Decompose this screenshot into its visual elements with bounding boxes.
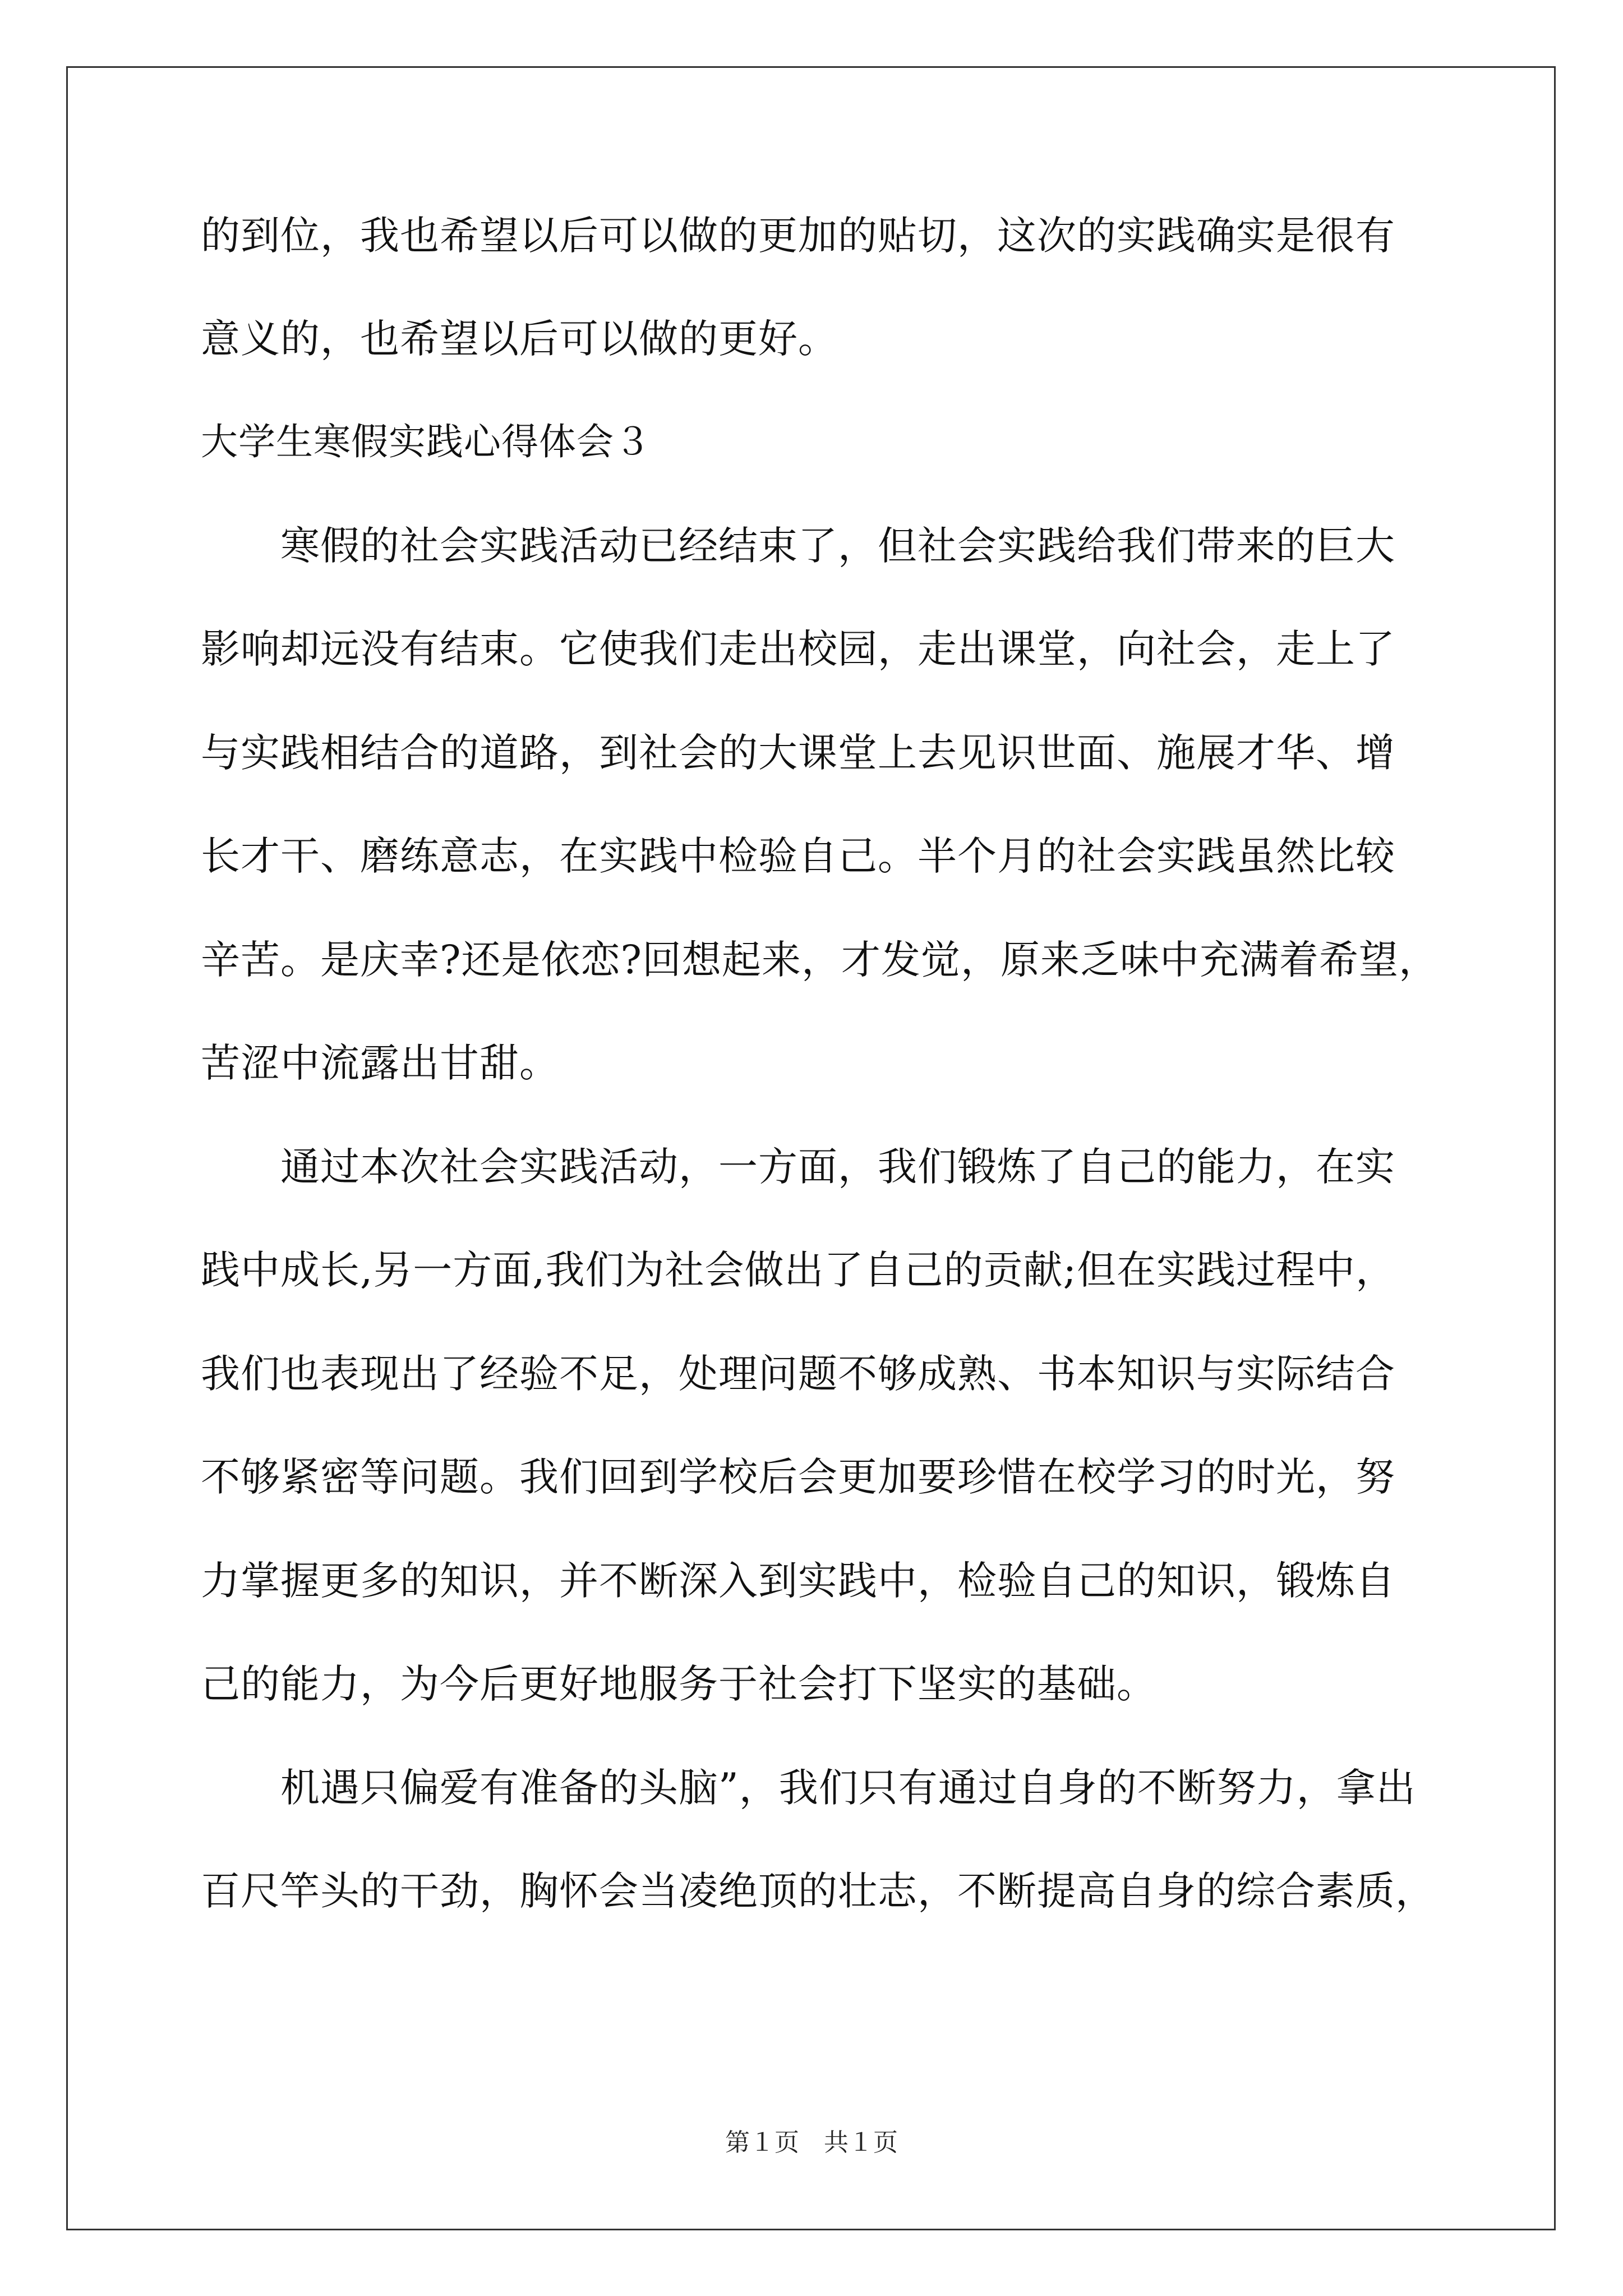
text-line: 力掌握更多的知识，并不断深入到实践中，检验自己的知识，锻炼自	[201, 1558, 1395, 1604]
text-line: 苦涩中流露出甘甜。	[201, 1040, 559, 1086]
text-line: 我们也表现出了经验不足，处理问题不够成熟、书本知识与实际结合	[201, 1351, 1395, 1397]
text-line: 辛苦。是庆幸?还是依恋?回想起来，才发觉，原来乏味中充满着希望，	[201, 937, 1439, 983]
text-line: 通过本次社会实践活动，一方面，我们锻炼了自己的能力，在实	[201, 1144, 1395, 1190]
text-line: 的到位，我也希望以后可以做的更加的贴切，这次的实践确实是很有	[201, 213, 1395, 259]
text-line: 不够紧密等问题。我们回到学校后会更加要珍惜在校学习的时光，努	[201, 1454, 1395, 1500]
text-line: 长才干、磨练意志，在实践中检验自己。半个月的社会实践虽然比较	[201, 833, 1395, 879]
text-line: 影响却远没有结束。它使我们走出校园，走出课堂，向社会，走上了	[201, 626, 1395, 672]
section-heading: 大学生寒假实践心得体会３	[201, 420, 652, 463]
text-line: 百尺竿头的干劲，胸怀会当凌绝顶的壮志，不断提高自身的综合素质，	[201, 1868, 1435, 1914]
page-number: 第１页 共１页	[725, 2128, 898, 2157]
text-line: 践中成长,另一方面,我们为社会做出了自己的贡献;但在实践过程中，	[201, 1247, 1396, 1293]
text-line: 机遇只偏爱有准备的头脑”，我们只有通过自身的不断努力，拿出	[201, 1765, 1416, 1811]
text-line: 寒假的社会实践活动已经结束了，但社会实践给我们带来的巨大	[201, 523, 1395, 569]
text-line: 己的能力，为今后更好地服务于社会打下坚实的基础。	[201, 1661, 1156, 1707]
text-line: 与实践相结合的道路，到社会的大课堂上去见识世面、施展才华、增	[201, 730, 1395, 776]
text-line: 意义的，也希望以后可以做的更好。	[201, 316, 838, 362]
